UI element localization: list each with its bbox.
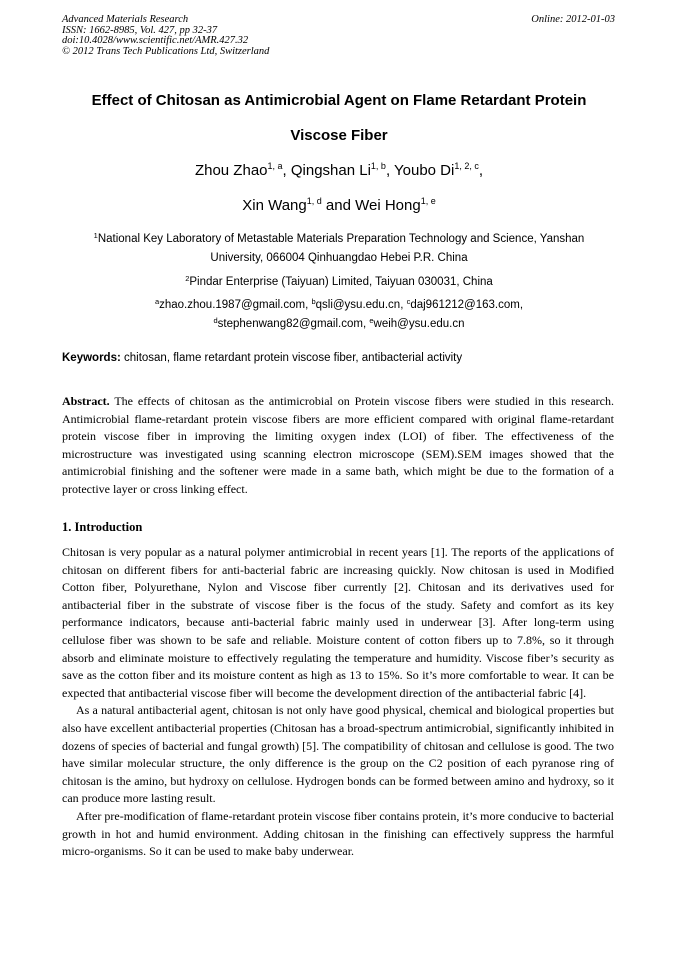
authors-line-2: [62, 197, 616, 214]
author-name: Youbo Di: [394, 162, 455, 179]
online-date: Online: 2012-01-03: [531, 14, 615, 25]
affiliation-sup: 2: [185, 274, 190, 283]
authors-line-1: [62, 162, 616, 179]
author-affil-sup: 1, e: [420, 196, 436, 206]
paragraph: As a natural antibacterial agent, chitosan is not only have good physical, chemical and biological properties but also have excellent antibacterial properties (Chitosan has a broad-spectrum antimicrobial, significantly inhibited in dozens of species of bacterial and fungal growth) [5]. The compatibility of chitosan and cellulose is good. The two have similar molecular structure, the only difference is the group on the C2 position of each pyranose ring of chitosan is the amino, but hydroxy on cellulose. Hydrogen bonds can be formed between amino and hydroxy, so it can produce more lasting result.: [62, 703, 614, 806]
abstract: [62, 393, 614, 499]
email-address[interactable]: stephenwang82@gmail.com: [217, 318, 363, 330]
email-separator: ,: [519, 299, 524, 311]
email-list: [62, 296, 616, 334]
author-separator: ,: [282, 162, 291, 179]
author-affil-sup: 1, 2, c: [454, 161, 479, 171]
paragraph: After pre-modification of flame-retardant protein viscose fiber contains protein, it’s more conducive to bacterial growth in hot and humid environment. Adding chitosan in the finishing can effectively suppress the harmful micro-organisms. So it can be used to make baby underwear.: [62, 808, 614, 859]
author-name: Zhou Zhao: [194, 162, 268, 179]
affiliation-1: [62, 230, 616, 268]
journal-header: [62, 15, 269, 57]
author-separator: and: [321, 197, 356, 214]
abstract-label: Abstract.: [62, 394, 110, 408]
issn-line: ISSN: 1662-8985, Vol. 427, pp 32-37: [62, 24, 218, 36]
author-name: Qingshan Li: [290, 162, 371, 179]
email-separator: ,: [362, 318, 370, 330]
section-heading-introduction: 1. Introduction: [62, 520, 143, 534]
author-name: Wei Hong: [355, 197, 421, 214]
paragraph: Chitosan is very popular as a natural polymer antimicrobial in recent years [1]. The reports of the applications of chitosan on different fibers for anti-bacterial fabric are increasing quickly. Now chitosan is used in Modified Cotton fiber, Polyurethane, Nylon and Viscose fiber currently [2]. Chitosan and its derivatives used for antibacterial fiber in the substrate of viscose fiber is the focus of the study. Safety and comfort as its key performance indicators, because anti-bacterial fabric mainly used in underwear [3]. After long-term using cellulose fiber was shown to be safe and reliable. Moisture content of cotton fibers up to 7.8%, so it through absorb and eliminate moisture to effectively regulating the temperature and humidity. Viscose fiber’s security as save as the cotton fiber and its moisture content as high as 13 to 15%. So it’s more comfortable to wear. It can be expected that antibacterial viscose fiber will become the development direction of the antibacterial fabric [4].: [62, 545, 614, 700]
paper-title-line-2: Viscose Fiber: [290, 127, 388, 144]
email-address[interactable]: weih@ysu.edu.cn: [373, 318, 465, 330]
email-sup: a: [154, 297, 160, 306]
copyright-line: © 2012 Trans Tech Publications Ltd, Switzerland: [62, 45, 270, 57]
email-sup: c: [406, 297, 411, 306]
keywords-text: chitosan, flame retardant protein viscose fiber, antibacterial activity: [120, 352, 463, 364]
affiliation-2-text: Pindar Enterprise (Taiyuan) Limited, Taiyuan 030031, China: [189, 276, 493, 288]
email-sup: d: [213, 316, 218, 325]
email-separator: ,: [305, 299, 312, 311]
doi-line: doi:10.4028/www.scientific.net/AMR.427.32: [62, 35, 249, 46]
email-separator: ,: [400, 299, 407, 311]
keywords-label: Keywords:: [62, 352, 121, 364]
email-sup: b: [311, 297, 316, 306]
author-affil-sup: 1, d: [306, 196, 322, 206]
paper-title-line-1: Effect of Chitosan as Antimicrobial Agent on Flame Retardant Protein: [91, 92, 587, 109]
affiliation-2: [62, 273, 616, 292]
journal-name: Advanced Materials Research: [62, 14, 189, 25]
author-name: Xin Wang: [242, 197, 307, 214]
author-separator: ,: [385, 162, 395, 179]
author-separator: ,: [478, 162, 484, 179]
email-address[interactable]: zhao.zhou.1987@gmail.com: [159, 299, 306, 311]
affiliation-sup: 1: [93, 231, 98, 240]
affiliation-1-line-1: National Key Laboratory of Metastable Materials Preparation Technology and Science, Yanshan: [97, 233, 585, 245]
email-sup: e: [369, 316, 374, 325]
introduction-body: [62, 544, 614, 861]
author-affil-sup: 1, a: [267, 161, 283, 171]
email-address[interactable]: qsli@ysu.edu.cn: [315, 299, 401, 311]
abstract-text: The effects of chitosan as the antimicrobial on Protein viscose fibers were studied in this research. Antimicrobial flame-retardant protein viscose fibers are more efficient compared with original flame-retardant protein viscose fiber in improving the limiting oxygen index (LOI) of fiber. The effectiveness of the microstructure was investigated using scanning electron microscope (SEM).SEM images showed that the antimicrobial finishing and the softener were made in a same bath, which might be due to the formation of a protective layer or cross linking effect.: [62, 394, 614, 496]
keywords: [62, 352, 616, 364]
affiliation-1-line-2: University, 066004 Qinhuangdao Hebei P.R. China: [210, 252, 468, 264]
email-address[interactable]: daj961212@163.com: [410, 299, 520, 311]
author-affil-sup: 1, b: [370, 161, 386, 171]
